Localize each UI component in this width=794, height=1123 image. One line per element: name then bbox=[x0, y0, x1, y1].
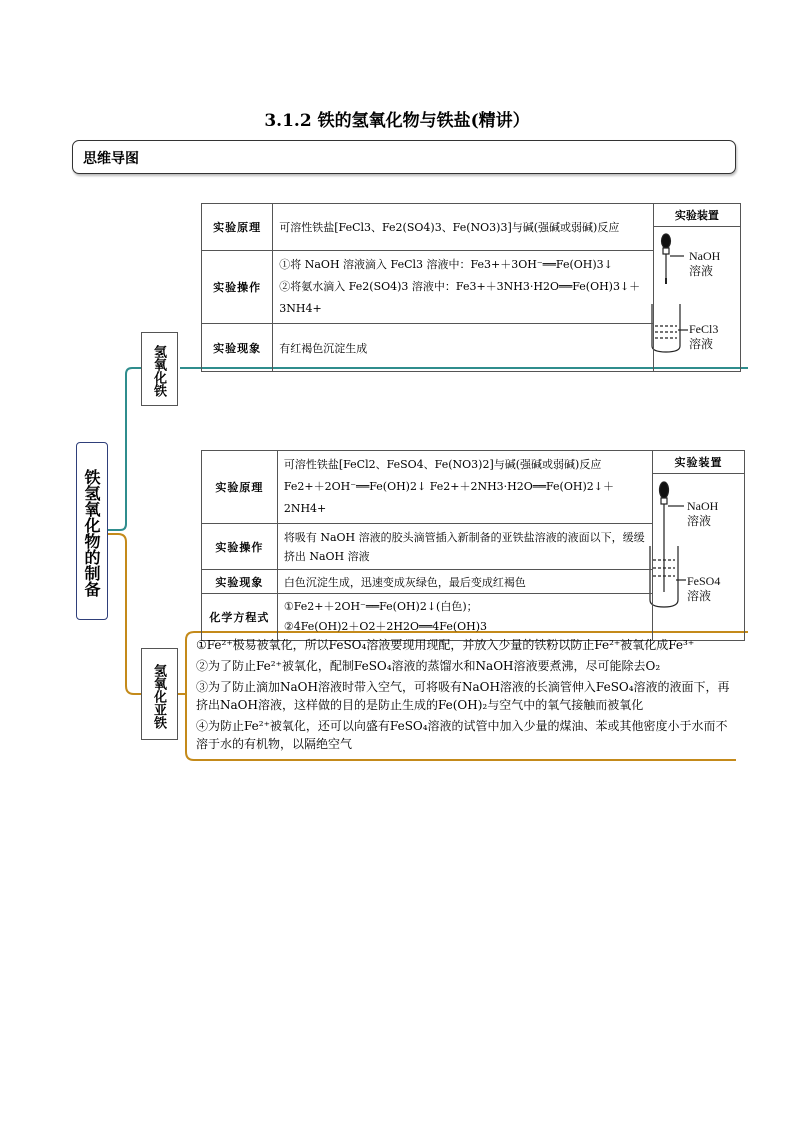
table1-head-phenomenon: 实验现象 bbox=[202, 324, 273, 372]
table2-head-equation: 化学方程式 bbox=[202, 594, 278, 641]
root-label: 铁氢氧化物的制备 bbox=[82, 469, 101, 597]
branch1-node bbox=[141, 332, 178, 406]
section-label: 思维导图 bbox=[83, 151, 139, 167]
connector-branch1 bbox=[108, 368, 141, 530]
apparatus1-bottom-label: FeCl3 溶液 bbox=[689, 322, 719, 351]
table1-head-operation: 实验操作 bbox=[202, 251, 273, 324]
table1-head-principle: 实验原理 bbox=[202, 204, 273, 251]
table1-principle: 可溶性铁盐[FeCl3、Fe2(SO4)3、Fe(NO3)3]与碱(强碱或弱碱)反应 bbox=[273, 204, 653, 251]
table2-equation bbox=[277, 594, 652, 641]
table2-equation-line2: ②4Fe(OH)2＋O2＋2H2O══4Fe(OH)3 bbox=[283, 620, 488, 633]
note-1: ①Fe²⁺极易被氧化，所以FeSO₄溶液要现用现配，并放入少量的铁粉以防止Fe²⁺被氧化成Fe³⁺ bbox=[196, 638, 695, 652]
table1-operation-line2: ②将氨水滴入 Fe2(SO4)3 溶液中：Fe3+＋3NH3·H2O══Fe(OH)3↓＋3NH4+ bbox=[279, 280, 641, 315]
table2-principle bbox=[277, 451, 652, 524]
connector-branch2 bbox=[108, 534, 141, 694]
branch2-table bbox=[201, 450, 745, 641]
table1-apparatus-header: 实验装置 bbox=[654, 204, 740, 227]
section-header bbox=[72, 140, 736, 174]
table2-head-principle: 实验原理 bbox=[202, 451, 278, 524]
apparatus2-top-label: NaOH 溶液 bbox=[687, 499, 719, 528]
table1-phenomenon: 有红褐色沉淀生成 bbox=[273, 324, 653, 372]
branch1-label: 氢氧化铁 bbox=[151, 345, 166, 397]
note-3: ③为了防止滴加NaOH溶液时带入空气，可将吸有NaOH溶液的长滴管伸入FeSO₄溶液的液面下，再挤出NaOH溶液，这样做的目的是防止生成的Fe(OH)₂与空气中的氧气接触而被氧化 bbox=[196, 680, 730, 712]
table1-operation bbox=[273, 251, 653, 324]
table2-head-operation: 实验操作 bbox=[202, 524, 278, 570]
table1-operation-line1: ①将 NaOH 溶液滴入 FeCl3 溶液中：Fe3+＋3OH⁻══Fe(OH)3↓ bbox=[279, 258, 613, 271]
apparatus1-top-label: NaOH 溶液 bbox=[689, 249, 721, 278]
table2-principle-line2: Fe2+＋2OH⁻══Fe(OH)2↓ Fe2+＋2NH3·H2O══Fe(OH)2↓＋2NH4+ bbox=[283, 480, 614, 515]
table2-operation: 将吸有 NaOH 溶液的胶头滴管插入新制备的亚铁盐溶液的液面以下，缓缓挤出 NaOH 溶液 bbox=[277, 524, 652, 570]
table2-principle-line1: 可溶性铁盐[FeCl2、FeSO4、Fe(NO3)2]与碱(强碱或弱碱)反应 bbox=[283, 458, 602, 471]
note-2: ②为了防止Fe²⁺被氧化，配制FeSO₄溶液的蒸馏水和NaOH溶液要煮沸，尽可能除去O₂ bbox=[196, 659, 661, 673]
branch2-node bbox=[141, 648, 178, 740]
table2-apparatus-cell bbox=[652, 451, 744, 641]
table2-equation-line1: ①Fe2+＋2OH⁻══Fe(OH)2↓(白色)； bbox=[283, 600, 478, 613]
note-4: ④为防止Fe²⁺被氧化，还可以向盛有FeSO₄溶液的试管中加入少量的煤油、苯或其他密度小于水而不溶于水的有机物，以隔绝空气 bbox=[196, 719, 728, 751]
branch1-table bbox=[201, 203, 741, 372]
branch2-notes bbox=[196, 636, 736, 756]
table2-phenomenon: 白色沉淀生成，迅速变成灰绿色，最后变成红褐色 bbox=[277, 570, 652, 594]
apparatus2-bottom-label: FeSO4 溶液 bbox=[687, 574, 721, 603]
branch2-label: 氢氧化亚铁 bbox=[151, 663, 166, 729]
page-title: 3.1.2 铁的氢氧化物与铁盐(精讲） bbox=[264, 111, 530, 131]
table2-head-phenomenon: 实验现象 bbox=[202, 570, 278, 594]
root-node bbox=[76, 442, 108, 620]
table2-apparatus-header: 实验装置 bbox=[653, 451, 744, 474]
